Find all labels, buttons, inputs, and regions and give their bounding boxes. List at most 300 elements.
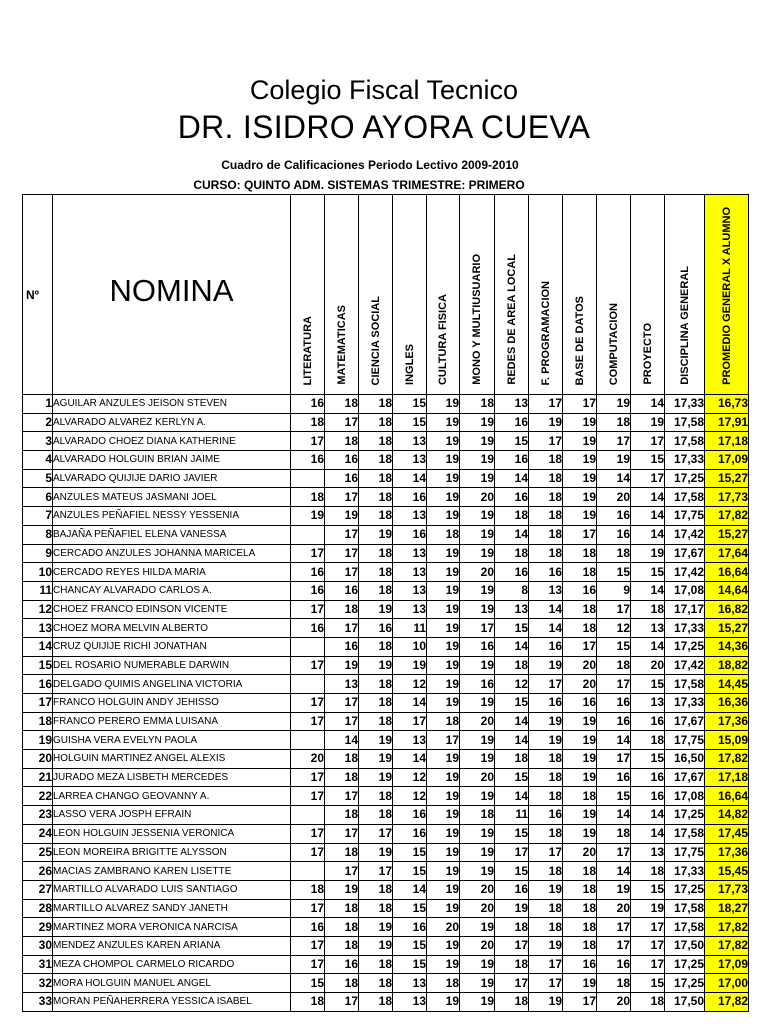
grade-cell: 19 — [460, 581, 495, 600]
grade-cell: 20 — [427, 918, 460, 937]
grade-cell: 17 — [291, 432, 325, 451]
grade-cell: 14 — [631, 488, 665, 507]
grade-cell: 17 — [291, 694, 325, 713]
grade-cell: 19 — [359, 600, 393, 619]
grade-cell: 15 — [393, 395, 427, 414]
grade-cell: 19 — [460, 993, 495, 1012]
grade-cell: 18 — [359, 694, 393, 713]
grade-cell: 14 — [495, 469, 529, 488]
grade-cell: 18 — [495, 656, 529, 675]
grade-cell: 19 — [529, 731, 563, 750]
grade-cell: 16 — [393, 525, 427, 544]
grade-cell: 16 — [631, 787, 665, 806]
grade-cell: 19 — [460, 469, 495, 488]
grade-cell: 18 — [359, 488, 393, 507]
grade-cell: 17 — [563, 525, 597, 544]
grade-cell: 20 — [563, 675, 597, 694]
grade-cell: 17 — [325, 544, 359, 563]
grade-cell: 18 — [495, 507, 529, 526]
discipline-cell: 17,50 — [665, 936, 705, 955]
grade-cell: 16 — [325, 955, 359, 974]
grade-cell: 18 — [563, 880, 597, 899]
grade-cell: 16 — [495, 413, 529, 432]
discipline-cell: 17,75 — [665, 731, 705, 750]
grade-cell: 13 — [529, 581, 563, 600]
discipline-cell: 17,58 — [665, 488, 705, 507]
grade-cell: 17 — [460, 619, 495, 638]
discipline-cell: 17,25 — [665, 974, 705, 993]
average-cell: 17,09 — [705, 955, 749, 974]
grade-cell: 19 — [529, 936, 563, 955]
grade-cell: 20 — [460, 899, 495, 918]
grade-cell: 16 — [631, 712, 665, 731]
grade-cell: 16 — [563, 955, 597, 974]
grade-cell: 17 — [563, 395, 597, 414]
grade-cell: 18 — [359, 544, 393, 563]
grade-cell: 17 — [529, 843, 563, 862]
subject-header: REDES DE AREA LOCAL — [495, 195, 529, 395]
row-number: 23 — [23, 806, 53, 825]
table-row — [23, 395, 749, 414]
row-number: 24 — [23, 824, 53, 843]
grade-cell: 19 — [597, 395, 631, 414]
discipline-cell: 17,25 — [665, 806, 705, 825]
grade-cell: 19 — [529, 712, 563, 731]
grade-cell: 17 — [427, 731, 460, 750]
grade-cell: 19 — [460, 600, 495, 619]
grade-cell: 19 — [563, 451, 597, 470]
grade-cell: 13 — [393, 731, 427, 750]
grade-cell: 19 — [563, 712, 597, 731]
row-number: 5 — [23, 469, 53, 488]
average-cell: 17,82 — [705, 507, 749, 526]
row-number: 9 — [23, 544, 53, 563]
grade-cell: 14 — [495, 525, 529, 544]
grade-cell: 17 — [325, 525, 359, 544]
grade-cell: 19 — [460, 824, 495, 843]
row-number: 32 — [23, 974, 53, 993]
discipline-cell: 17,58 — [665, 675, 705, 694]
grade-cell: 19 — [563, 469, 597, 488]
table-row — [23, 731, 749, 750]
grade-cell: 19 — [460, 731, 495, 750]
discipline-cell: 17,58 — [665, 918, 705, 937]
grade-cell: 19 — [427, 432, 460, 451]
student-name: ANZULES MATEUS JASMANI JOEL — [53, 488, 291, 507]
grade-cell: 19 — [460, 787, 495, 806]
grade-cell: 19 — [427, 451, 460, 470]
grade-cell: 18 — [529, 451, 563, 470]
table-row — [23, 880, 749, 899]
grade-cell: 15 — [631, 563, 665, 582]
student-name: DELGADO QUIMIS ANGELINA VICTORIA — [53, 675, 291, 694]
grade-cell — [291, 675, 325, 694]
grade-cell: 14 — [597, 806, 631, 825]
subject-header: INGLES — [393, 195, 427, 395]
grade-cell: 14 — [631, 824, 665, 843]
grade-cell: 14 — [631, 395, 665, 414]
grade-cell: 18 — [359, 637, 393, 656]
grade-cell: 18 — [325, 750, 359, 769]
grade-cell: 18 — [529, 488, 563, 507]
grade-cell: 19 — [597, 451, 631, 470]
grade-cell: 18 — [529, 750, 563, 769]
grade-cell: 18 — [325, 918, 359, 937]
student-name: MORA HOLGUIN MANUEL ANGEL — [53, 974, 291, 993]
row-number: 8 — [23, 525, 53, 544]
grade-cell: 17 — [325, 862, 359, 881]
discipline-cell: 17,33 — [665, 451, 705, 470]
row-number: 3 — [23, 432, 53, 451]
table-row — [23, 469, 749, 488]
grade-cell — [291, 731, 325, 750]
grade-cell: 17 — [325, 488, 359, 507]
grade-cell: 18 — [529, 862, 563, 881]
grade-cell: 15 — [597, 563, 631, 582]
number-column-header: Nº — [23, 195, 53, 395]
grade-cell: 19 — [563, 488, 597, 507]
student-name: LASSO VERA JOSPH EFRAIN — [53, 806, 291, 825]
grade-cell: 19 — [529, 656, 563, 675]
discipline-cell: 17,67 — [665, 768, 705, 787]
grade-cell: 18 — [563, 544, 597, 563]
grade-cell: 16 — [495, 451, 529, 470]
grade-cell: 9 — [597, 581, 631, 600]
grade-cell: 17 — [325, 619, 359, 638]
grade-cell: 18 — [495, 993, 529, 1012]
grade-cell: 19 — [427, 544, 460, 563]
grade-cell: 19 — [325, 880, 359, 899]
grade-cell: 19 — [427, 581, 460, 600]
discipline-cell: 17,33 — [665, 395, 705, 414]
grade-cell: 18 — [325, 936, 359, 955]
discipline-cell: 17,75 — [665, 507, 705, 526]
table-row — [23, 768, 749, 787]
average-cell: 16,36 — [705, 694, 749, 713]
average-cell: 14,45 — [705, 675, 749, 694]
grade-cell: 19 — [563, 507, 597, 526]
grade-cell: 19 — [427, 507, 460, 526]
grade-cell: 15 — [631, 750, 665, 769]
grade-cell: 19 — [631, 413, 665, 432]
grade-cell: 19 — [631, 544, 665, 563]
grade-cell: 20 — [597, 488, 631, 507]
table-row — [23, 544, 749, 563]
grade-cell: 16 — [495, 563, 529, 582]
grade-cell: 16 — [291, 581, 325, 600]
table-row — [23, 843, 749, 862]
header-row — [23, 195, 749, 395]
grade-cell: 16 — [291, 451, 325, 470]
grade-cell: 17 — [495, 843, 529, 862]
grade-cell: 14 — [631, 637, 665, 656]
row-number: 14 — [23, 637, 53, 656]
table-row — [23, 955, 749, 974]
grade-cell: 19 — [563, 768, 597, 787]
grade-cell: 19 — [597, 880, 631, 899]
grade-cell: 17 — [631, 936, 665, 955]
row-number: 7 — [23, 507, 53, 526]
table-row — [23, 619, 749, 638]
table-row — [23, 862, 749, 881]
grade-cell: 17 — [495, 936, 529, 955]
student-name: MEZA CHOMPOL CARMELO RICARDO — [53, 955, 291, 974]
student-name: HOLGUIN MARTINEZ ANGEL ALEXIS — [53, 750, 291, 769]
grade-cell: 19 — [427, 600, 460, 619]
grade-cell: 16 — [529, 563, 563, 582]
grade-cell: 17 — [291, 712, 325, 731]
average-cell: 15,27 — [705, 525, 749, 544]
grade-cell: 17 — [291, 656, 325, 675]
grade-cell: 17 — [597, 432, 631, 451]
discipline-cell: 17,25 — [665, 637, 705, 656]
grade-cell: 16 — [291, 563, 325, 582]
discipline-cell: 17,08 — [665, 581, 705, 600]
grade-cell: 14 — [597, 469, 631, 488]
grade-cell: 18 — [529, 824, 563, 843]
row-number: 28 — [23, 899, 53, 918]
grade-cell: 18 — [563, 936, 597, 955]
discipline-header: DISCIPLINA GENERAL — [665, 195, 705, 395]
grade-cell: 14 — [495, 712, 529, 731]
table-row — [23, 918, 749, 937]
grade-cell: 18 — [563, 918, 597, 937]
grade-cell: 15 — [597, 787, 631, 806]
grade-cell: 18 — [359, 469, 393, 488]
grade-cell: 19 — [427, 395, 460, 414]
grade-cell: 18 — [291, 413, 325, 432]
student-name: CHOEZ FRANCO EDINSON VICENTE — [53, 600, 291, 619]
grade-cell: 20 — [631, 656, 665, 675]
grade-cell: 18 — [597, 824, 631, 843]
grade-cell: 17 — [529, 395, 563, 414]
student-name: JURADO MEZA LISBETH MERCEDES — [53, 768, 291, 787]
student-name: CHANCAY ALVARADO CARLOS A. — [53, 581, 291, 600]
grade-cell: 19 — [631, 899, 665, 918]
table-row — [23, 488, 749, 507]
grade-cell: 20 — [563, 656, 597, 675]
grade-cell: 16 — [529, 694, 563, 713]
grade-cell: 16 — [325, 469, 359, 488]
table-row — [23, 824, 749, 843]
grade-cell: 19 — [460, 694, 495, 713]
average-cell: 14,82 — [705, 806, 749, 825]
grade-cell: 14 — [529, 600, 563, 619]
grade-cell: 17 — [529, 432, 563, 451]
table-row — [23, 600, 749, 619]
grade-cell: 19 — [460, 656, 495, 675]
grade-cell: 18 — [359, 806, 393, 825]
grade-cell: 17 — [325, 712, 359, 731]
table-row — [23, 413, 749, 432]
grade-cell: 19 — [460, 507, 495, 526]
grade-cell: 17 — [393, 712, 427, 731]
grade-cell: 15 — [393, 413, 427, 432]
table-row — [23, 974, 749, 993]
grade-cell: 18 — [359, 899, 393, 918]
grade-cell: 17 — [631, 918, 665, 937]
average-cell: 15,27 — [705, 619, 749, 638]
grade-cell: 16 — [393, 824, 427, 843]
grade-cell: 13 — [631, 843, 665, 862]
discipline-cell: 17,58 — [665, 432, 705, 451]
grade-cell: 19 — [427, 936, 460, 955]
grade-cell: 19 — [529, 880, 563, 899]
grade-cell: 18 — [359, 675, 393, 694]
average-cell: 17,36 — [705, 712, 749, 731]
grade-cell: 14 — [393, 880, 427, 899]
grade-cell: 20 — [460, 936, 495, 955]
grade-cell: 14 — [393, 469, 427, 488]
grade-cell: 18 — [359, 413, 393, 432]
table-row — [23, 806, 749, 825]
grade-cell: 14 — [597, 731, 631, 750]
row-number: 10 — [23, 563, 53, 582]
grade-cell: 16 — [597, 694, 631, 713]
average-cell: 15,27 — [705, 469, 749, 488]
grade-cell: 19 — [495, 899, 529, 918]
row-number: 30 — [23, 936, 53, 955]
grade-cell: 19 — [427, 637, 460, 656]
student-name: ALVARADO ALVAREZ KERLYN A. — [53, 413, 291, 432]
grade-cell: 13 — [495, 395, 529, 414]
grade-cell: 18 — [563, 899, 597, 918]
grade-cell: 18 — [563, 787, 597, 806]
grade-cell: 19 — [529, 993, 563, 1012]
grade-cell: 17 — [325, 694, 359, 713]
grade-cell: 19 — [460, 432, 495, 451]
discipline-cell: 16,50 — [665, 750, 705, 769]
grade-cell — [291, 469, 325, 488]
grade-cell: 12 — [393, 768, 427, 787]
table-row — [23, 656, 749, 675]
average-cell: 17,82 — [705, 750, 749, 769]
grade-cell: 19 — [563, 806, 597, 825]
grade-cell: 16 — [291, 918, 325, 937]
row-number: 21 — [23, 768, 53, 787]
grade-cell: 19 — [460, 843, 495, 862]
grade-cell: 17 — [597, 843, 631, 862]
row-number: 12 — [23, 600, 53, 619]
grade-cell: 20 — [563, 843, 597, 862]
grade-cell: 13 — [393, 993, 427, 1012]
grade-cell: 16 — [597, 768, 631, 787]
grade-cell — [291, 862, 325, 881]
table-row — [23, 507, 749, 526]
row-number: 6 — [23, 488, 53, 507]
grade-cell: 19 — [460, 451, 495, 470]
grade-cell: 15 — [631, 675, 665, 694]
school-name: Colegio Fiscal Tecnico — [249, 75, 519, 105]
grade-cell: 17 — [597, 918, 631, 937]
grade-cell: 19 — [427, 843, 460, 862]
average-cell: 16,82 — [705, 600, 749, 619]
table-row — [23, 694, 749, 713]
grade-cell: 16 — [631, 768, 665, 787]
grade-cell: 18 — [359, 787, 393, 806]
grade-cell: 16 — [359, 619, 393, 638]
grade-cell: 18 — [563, 600, 597, 619]
grade-cell: 18 — [529, 899, 563, 918]
grade-cell: 19 — [427, 787, 460, 806]
row-number: 19 — [23, 731, 53, 750]
grade-cell: 19 — [427, 955, 460, 974]
discipline-cell: 17,25 — [665, 469, 705, 488]
grade-cell: 19 — [427, 469, 460, 488]
table-row — [23, 712, 749, 731]
subject-header: MATEMATICAS — [325, 195, 359, 395]
grade-cell: 18 — [529, 768, 563, 787]
grade-cell: 18 — [325, 432, 359, 451]
grade-cell: 17 — [291, 768, 325, 787]
subject-header: COMPUTACION — [597, 195, 631, 395]
grade-cell: 19 — [460, 974, 495, 993]
grade-cell: 19 — [359, 656, 393, 675]
student-name: ALVARADO HOLGUIN BRIAN JAIME — [53, 451, 291, 470]
row-number: 2 — [23, 413, 53, 432]
grade-cell: 18 — [325, 768, 359, 787]
grade-cell: 18 — [325, 843, 359, 862]
grade-cell: 18 — [291, 880, 325, 899]
table-row — [23, 750, 749, 769]
grade-cell: 17 — [631, 469, 665, 488]
grade-cell: 19 — [460, 544, 495, 563]
subject-header: BASE DE DATOS — [563, 195, 597, 395]
average-cell: 17,82 — [705, 918, 749, 937]
grade-cell: 18 — [495, 544, 529, 563]
grade-cell: 14 — [393, 694, 427, 713]
grade-cell: 17 — [291, 955, 325, 974]
grade-cell: 11 — [393, 619, 427, 638]
student-name: CRUZ QUIJIJE RICHI JONATHAN — [53, 637, 291, 656]
row-number: 25 — [23, 843, 53, 862]
grade-cell: 19 — [427, 862, 460, 881]
grade-cell — [291, 637, 325, 656]
average-header: PROMEDIO GENERAL X ALUMNO — [705, 195, 749, 395]
grade-cell: 13 — [393, 600, 427, 619]
grade-cell: 19 — [529, 413, 563, 432]
average-cell: 17,36 — [705, 843, 749, 862]
grade-cell: 17 — [529, 974, 563, 993]
row-number: 33 — [23, 993, 53, 1012]
student-name: ALVARADO CHOEZ DIANA KATHERINE — [53, 432, 291, 451]
grade-cell: 19 — [460, 750, 495, 769]
grade-cell: 15 — [495, 824, 529, 843]
grade-cell: 16 — [597, 712, 631, 731]
grade-cell: 15 — [393, 899, 427, 918]
grade-cell: 18 — [460, 806, 495, 825]
grade-cell: 20 — [460, 768, 495, 787]
grade-cell: 19 — [359, 750, 393, 769]
student-name: DEL ROSARIO NUMERABLE DARWIN — [53, 656, 291, 675]
grade-cell: 18 — [291, 488, 325, 507]
grade-cell: 14 — [631, 525, 665, 544]
grade-cell: 17 — [325, 993, 359, 1012]
grade-cell: 19 — [427, 768, 460, 787]
discipline-cell: 17,42 — [665, 656, 705, 675]
average-cell: 14,64 — [705, 581, 749, 600]
grade-cell: 19 — [359, 525, 393, 544]
student-name: CERCADO REYES HILDA MARIA — [53, 563, 291, 582]
grade-cell: 18 — [359, 974, 393, 993]
grade-cell: 16 — [495, 880, 529, 899]
discipline-cell: 17,50 — [665, 993, 705, 1012]
student-name: LEON MOREIRA BRIGITTE ALYSSON — [53, 843, 291, 862]
grade-cell: 19 — [563, 432, 597, 451]
discipline-cell: 17,33 — [665, 862, 705, 881]
grade-cell: 15 — [495, 619, 529, 638]
student-name: MORAN PEÑAHERRERA YESSICA ISABEL — [53, 993, 291, 1012]
